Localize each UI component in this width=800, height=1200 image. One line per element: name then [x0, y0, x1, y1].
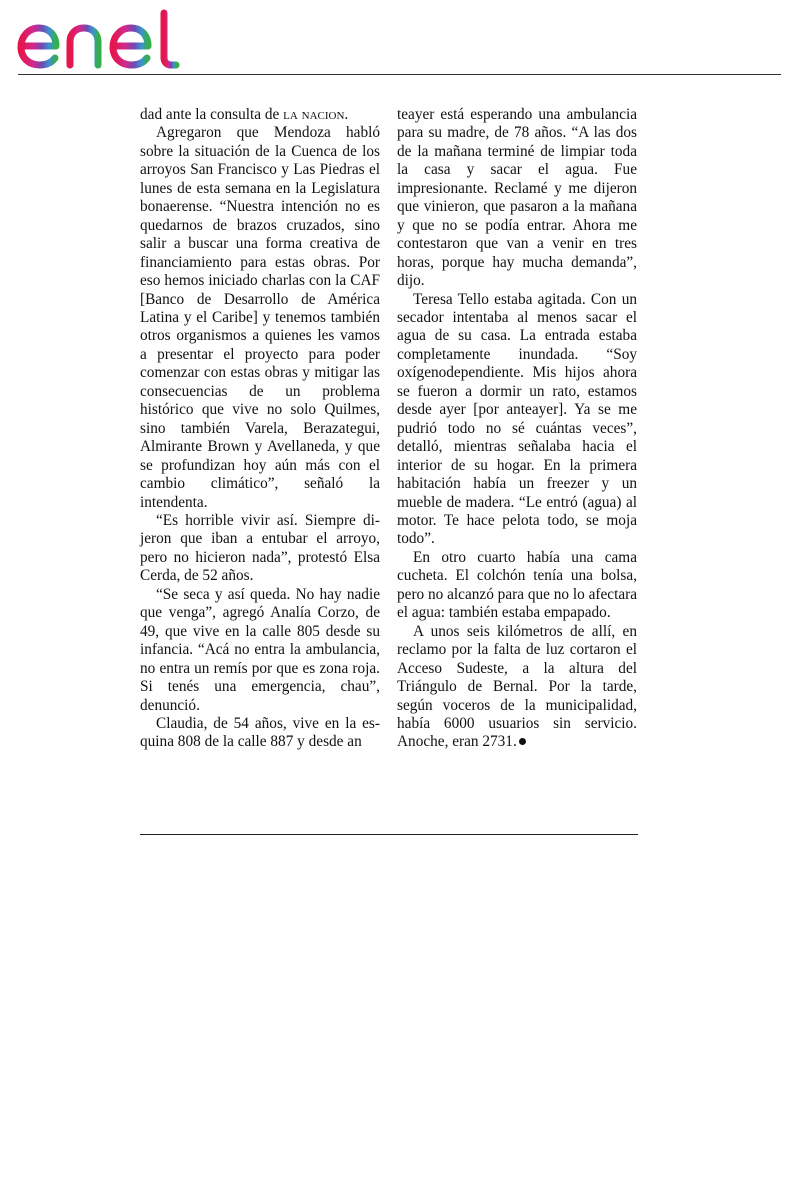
article-column-right: [397, 106, 637, 752]
paragraph: En otro cuarto había una cama cucheta. El colchón tenía una bolsa, pero no alcanzó para que no lo afectara el agua: también estaba empapado.: [397, 548, 637, 622]
paragraph: “Se seca y así queda. No hay nadie que venga”, agregó Analía Corzo, de 49, que vive en la calle 805 desde su infancia. “Acá no entra la ambulancia, no entra un remís por que es zona roja. Si tenés una emergencia, chau”, denunció.: [140, 585, 380, 714]
paragraph: “Es horrible vivir así. Siempre dijeron que iban a entubar el arroyo, pero no hicieron nada”, protestó Elsa Cerda, de 52 años.: [140, 511, 380, 585]
article-column-left: [140, 106, 380, 752]
end-mark-icon: [519, 738, 526, 745]
paragraph: [140, 106, 380, 124]
article-body: [140, 106, 637, 770]
source-name: la nacion: [283, 106, 345, 123]
enel-logo: [14, 8, 184, 70]
paragraph-text: dad ante la consulta de: [140, 106, 284, 123]
paragraph: teayer está esperando una ambulancia para su madre, de 78 años. “A las dos de la mañana terminé de limpiar toda la casa y sacar el agua. Fue impresionante. Reclamé y me dijeron que vinieron, que pasaron a la mañana y que no se podía entrar. Ahora me contestaron que van a venir en tres horas, porque hay mucha demanda”, dijo.: [397, 106, 637, 290]
paragraph: Agregaron que Mendoza habló sobre la situación de la Cuenca de los arroyos San Francisco y Las Piedras el lunes de esta semana en la Legislatura bonaerense. “Nuestra intención no es quedarnos de brazos cruzados, sino salir a buscar una forma creativa de financiamiento para estas obras. Por eso hemos iniciado charlas con la CAF [Banco de Desarrollo de América Latina y el Caribe] y tenemos también otros organismos a quienes les vamos a presentar el proyecto para poder comenzar con estas obras y mitigar las consecuencias de un problema histórico que vive no solo Quilmes, sino también Varela, Berazategui, Almirante Brown y Avellaneda, y que se profundizan hoy aún más con el cambio climático”, señaló la intendenta.: [140, 124, 380, 511]
paragraph-final: [397, 623, 637, 752]
brand-name: [184, 8, 185, 9]
header-divider: [18, 74, 781, 75]
paragraph-text: A unos seis kilómetros de allí, en reclamo por la falta de luz cortaron el Acceso Sudeste, a la altura del Triángulo de Bernal. Por la tarde, según voceros de la municipalidad, había 6000 usuarios sin servicio. Anoche, eran 2731.: [397, 622, 637, 751]
paragraph-text: .: [344, 106, 349, 123]
paragraph: Claudia, de 54 años, vive en la esquina 808 de la calle 887 y desde an: [140, 714, 380, 751]
enel-logo-icon: [14, 8, 184, 70]
paragraph: Teresa Tello estaba agitada. Con un secador intentaba al menos sacar el agua de su casa. La entrada estaba completamente inundada. “Soy oxígenodependiente. Mis hijos ahora se fueron a dormir un rato, estamos desde ayer [por anteayer]. Ya se me pudrió todo no sé cuántas veces”, detalló, mientras señalaba hacia el interior de su hogar. En la primera habitación había un freezer y un mueble de madera. “Le entró (agua) al motor. Te hace pelota todo, se moja todo”.: [397, 290, 637, 548]
footer-divider: [140, 834, 638, 835]
